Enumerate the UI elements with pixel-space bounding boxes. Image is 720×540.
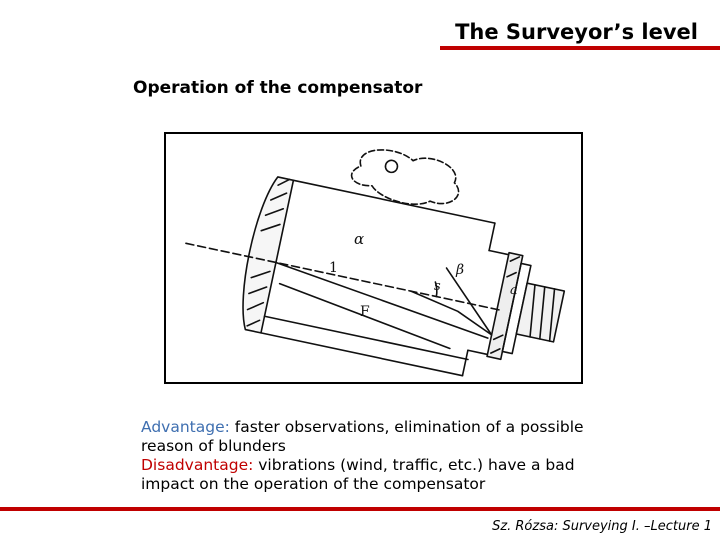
label-one: 1: [329, 260, 338, 276]
label-a: a: [510, 283, 518, 298]
footer-text: Sz. Rózsa: Surveying I. –Lecture 1: [492, 519, 712, 534]
label-F: F: [360, 304, 370, 320]
label-beta: β: [456, 262, 465, 278]
advantage-label: Advantage:: [141, 418, 230, 436]
footer-rule: [0, 507, 720, 511]
compensator-diagram: [164, 132, 583, 384]
disadvantage-text: vibrations (wind, traffic, etc.) have a bad impact on the operation of the compensator: [141, 456, 575, 493]
advantage-text: faster observations, elimination of a possible reason of blunders: [141, 418, 584, 455]
slide-subtitle: Operation of the compensator: [133, 78, 423, 98]
body-text: [141, 418, 621, 494]
slide-title: The Surveyor’s level: [455, 20, 698, 44]
title-underline: [440, 46, 720, 50]
label-s: s: [434, 279, 441, 294]
disadvantage-label: Disadvantage:: [141, 456, 254, 474]
label-alpha: α: [354, 230, 365, 248]
